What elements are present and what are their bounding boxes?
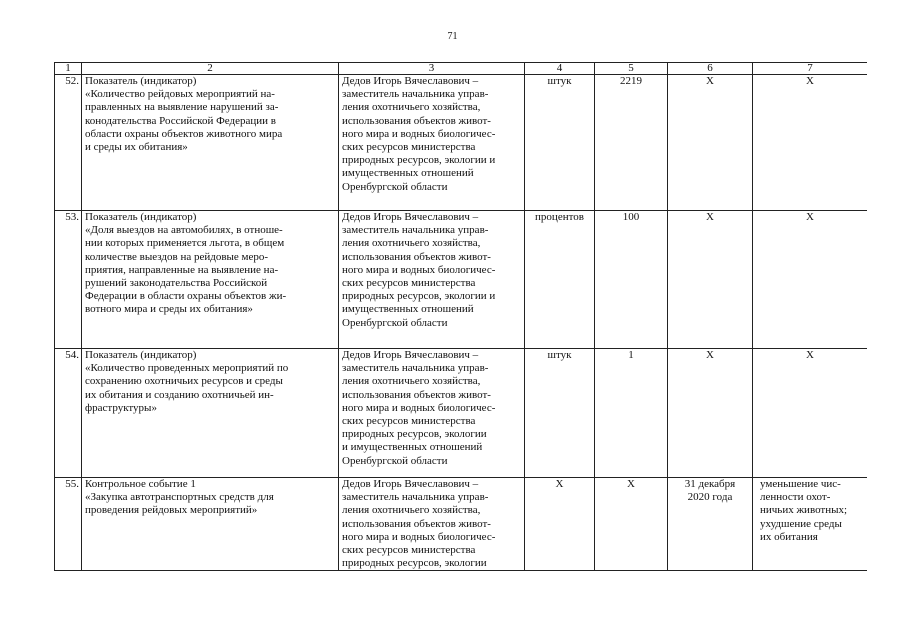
- deadline-line: X: [706, 349, 714, 361]
- responsible-line: ских ресурсов министерства: [342, 415, 476, 428]
- indicator-line: «Закупка автотранспортных средств для: [85, 491, 274, 504]
- indicator-line: проведения рейдовых мероприятий»: [85, 504, 258, 517]
- table-row: [55, 75, 868, 211]
- responsible-line: имущественных отношений: [342, 167, 474, 180]
- header-row: [55, 63, 868, 75]
- value-cell: X: [595, 478, 668, 571]
- responsible-line: природных ресурсов, экологии: [342, 428, 487, 441]
- indicator-cell: [82, 349, 339, 478]
- responsible-line: использования объектов живот-: [342, 388, 491, 401]
- header-cell: 1: [55, 63, 82, 75]
- indicator-line: Контрольное событие 1: [85, 478, 196, 490]
- deadline-cell: [668, 478, 753, 571]
- responsible-line: Дедов Игорь Вячеславович –: [342, 478, 479, 490]
- row-number: 54.: [55, 349, 82, 478]
- responsible-line: Дедов Игорь Вячеславович –: [342, 349, 479, 361]
- unit-cell: штук: [525, 349, 595, 478]
- value-cell: 1: [595, 349, 668, 478]
- responsible-line: ного мира и водных биологичес-: [342, 530, 496, 543]
- row-number: 55.: [55, 478, 82, 571]
- consequence-line: ухудшение среды: [760, 517, 842, 530]
- consequence-cell: [753, 211, 868, 349]
- indicator-line: Показатель (индикатор): [85, 349, 197, 361]
- responsible-line: ских ресурсов министерства: [342, 544, 476, 557]
- indicator-line: нии которых применяется льгота, в общем: [85, 237, 285, 250]
- indicator-line: «Доля выездов на автомобилях, в отноше-: [85, 224, 283, 237]
- responsible-cell: [339, 211, 525, 349]
- indicator-cell: [82, 75, 339, 211]
- table-row: [55, 211, 868, 349]
- responsible-line: Дедов Игорь Вячеславович –: [342, 211, 479, 223]
- table-row: [55, 349, 868, 478]
- indicator-line: Показатель (индикатор): [85, 75, 197, 87]
- responsible-line: заместитель начальника управ-: [342, 491, 489, 504]
- indicator-line: и среды их обитания»: [85, 141, 188, 154]
- row-number: 53.: [55, 211, 82, 349]
- deadline-line: 2020 года: [687, 491, 733, 504]
- responsible-line: ских ресурсов министерства: [342, 277, 476, 290]
- consequence-line: уменьшение чис-: [760, 478, 841, 490]
- indicator-line: рушений законодательства Российской: [85, 277, 268, 290]
- indicator-line: вотного мира и среды их обитания»: [85, 303, 253, 316]
- responsible-line: ления охотничьего хозяйства,: [342, 237, 481, 250]
- responsible-cell: [339, 478, 525, 571]
- responsible-line: использования объектов живот-: [342, 517, 491, 530]
- header-cell: 7: [753, 63, 868, 75]
- unit-cell: X: [525, 478, 595, 571]
- table-container: [54, 62, 867, 640]
- responsible-line: природных ресурсов, экологии и: [342, 290, 496, 303]
- indicator-line: «Количество проведенных мероприятий по: [85, 362, 289, 375]
- responsible-line: имущественных отношений: [342, 303, 474, 316]
- indicator-line: их обитания и созданию охотничьей ин-: [85, 388, 274, 401]
- page-number: 71: [447, 31, 458, 42]
- indicator-line: количестве выездов на рейдовые меро-: [85, 250, 269, 263]
- responsible-line: и имущественных отношений: [342, 441, 483, 454]
- indicator-line: области охраны объектов животного мира: [85, 127, 283, 140]
- responsible-line: ских ресурсов министерства: [342, 141, 476, 154]
- responsible-line: ного мира и водных биологичес-: [342, 263, 496, 276]
- indicator-line: сохранению охотничьих ресурсов и среды: [85, 375, 283, 388]
- responsible-line: Оренбургской области: [342, 454, 448, 467]
- consequence-cell: [753, 75, 868, 211]
- header-cell: 5: [595, 63, 668, 75]
- indicator-line: конодательства Российской Федерации в: [85, 114, 276, 127]
- unit-cell: процентов: [525, 211, 595, 349]
- unit-cell: штук: [525, 75, 595, 211]
- deadline-cell: [668, 75, 753, 211]
- header-cell: 2: [82, 63, 339, 75]
- deadline-cell: [668, 349, 753, 478]
- deadline-cell: [668, 211, 753, 349]
- indicator-line: приятия, направленные на выявление на-: [85, 263, 279, 276]
- consequence-line: X: [806, 211, 814, 223]
- deadline-line: X: [706, 75, 714, 87]
- consequence-line: X: [806, 349, 814, 361]
- indicator-line: правленных на выявление нарушений за-: [85, 101, 279, 114]
- row-number: 52.: [55, 75, 82, 211]
- responsible-line: заместитель начальника управ-: [342, 362, 489, 375]
- responsible-line: ления охотничьего хозяйства,: [342, 375, 481, 388]
- indicator-line: Показатель (индикатор): [85, 211, 197, 223]
- deadline-line: X: [706, 211, 714, 223]
- responsible-line: ления охотничьего хозяйства,: [342, 101, 481, 114]
- responsible-line: природных ресурсов, экологии и: [342, 154, 496, 167]
- responsible-line: ления охотничьего хозяйства,: [342, 504, 481, 517]
- header-cell: 4: [525, 63, 595, 75]
- header-cell: 6: [668, 63, 753, 75]
- responsible-line: использования объектов живот-: [342, 114, 491, 127]
- responsible-line: Дедов Игорь Вячеславович –: [342, 75, 479, 87]
- deadline-line: 31 декабря: [684, 478, 736, 490]
- responsible-line: ного мира и водных биологичес-: [342, 127, 496, 140]
- value-cell: 100: [595, 211, 668, 349]
- value-cell: 2219: [595, 75, 668, 211]
- responsible-line: ного мира и водных биологичес-: [342, 401, 496, 414]
- responsible-line: природных ресурсов, экологии: [342, 557, 487, 570]
- responsible-line: использования объектов живот-: [342, 250, 491, 263]
- consequence-line: X: [806, 75, 814, 87]
- responsible-line: заместитель начальника управ-: [342, 88, 489, 101]
- indicator-cell: [82, 211, 339, 349]
- consequence-cell: [753, 349, 868, 478]
- indicator-line: «Количество рейдовых мероприятий на-: [85, 88, 275, 101]
- program-table: [54, 62, 867, 571]
- indicator-line: фраструктуры»: [85, 401, 157, 414]
- responsible-cell: [339, 349, 525, 478]
- consequence-cell: [753, 478, 868, 571]
- consequence-line: ленности охот-: [760, 491, 831, 504]
- responsible-line: Оренбургской области: [342, 316, 448, 329]
- indicator-line: Федерации в области охраны объектов жи-: [85, 290, 287, 303]
- header-cell: 3: [339, 63, 525, 75]
- table-row: [55, 478, 868, 571]
- table-body: [55, 63, 868, 571]
- consequence-line: ничьих животных;: [760, 504, 848, 517]
- responsible-cell: [339, 75, 525, 211]
- consequence-line: их обитания: [760, 530, 818, 543]
- responsible-line: заместитель начальника управ-: [342, 224, 489, 237]
- indicator-cell: [82, 478, 339, 571]
- responsible-line: Оренбургской области: [342, 180, 448, 193]
